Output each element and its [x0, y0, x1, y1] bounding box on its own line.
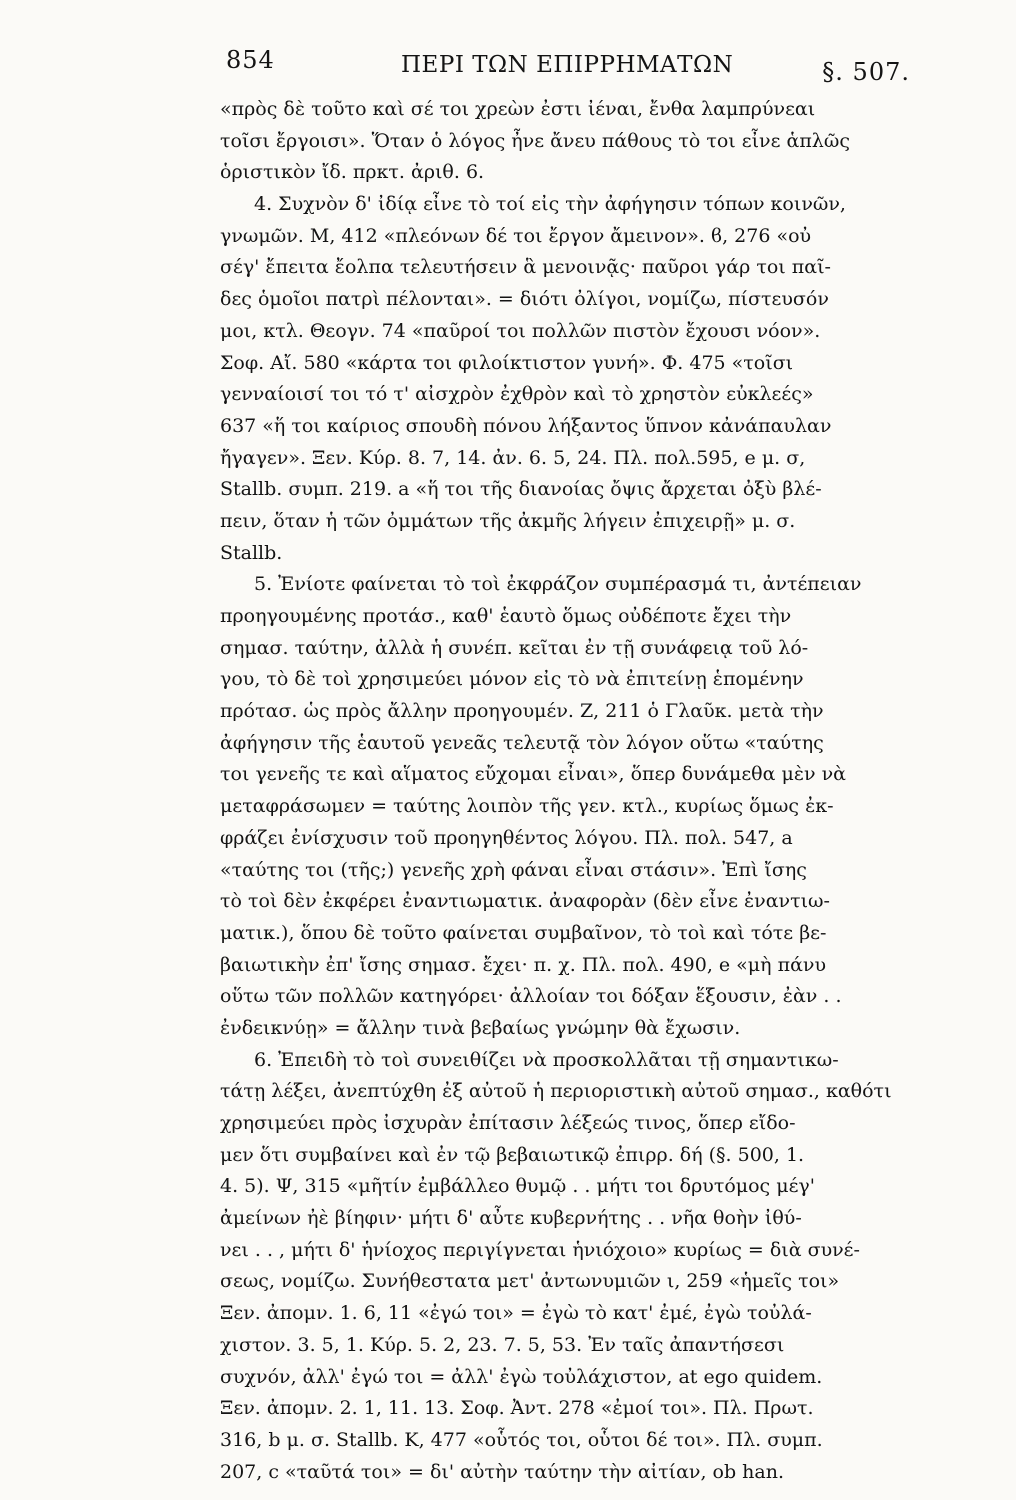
running-title: ΠΕΡΙ ΤΩΝ ΕΠΙΡΡΗΜΑΤΩΝ	[401, 52, 734, 78]
text-line: τὸ τοὶ δὲν ἐκφέρει ἐναντιωματικ. ἀναφορὰν (δὲν εἶνε ἐναντιω-	[220, 890, 830, 913]
text-line: «πρὸς δὲ τοῦτο καὶ σέ τοι χρεὼν ἐστι ἰέναι, ἔνθα λαμπρύνεαι	[220, 98, 816, 120]
text-line: 5. Ἐνίοτε φαίνεται τὸ τοὶ ἐκφράζον συμπέρασμά τι, ἀντέπειαν	[254, 573, 862, 596]
text-line: 4. 5). Ψ, 315 «μῆτίν ἐμβάλλεο θυμῷ . . μήτι τοι δρυτόμος μέγ'	[220, 1175, 816, 1198]
text-line: χρησιμεύει πρὸς ἰσχυρὰν ἐπίτασιν λέξεώς τινος, ὅπερ εἴδο-	[220, 1112, 796, 1134]
text-line: φράζει ἐνίσχυσιν τοῦ προηγηθέντος λόγου. Πλ. πολ. 547, a	[220, 826, 793, 849]
text-line: Stallb.	[220, 541, 283, 564]
text-line: 6. Ἐπειδὴ τὸ τοὶ συνειθίζει νὰ προσκολλᾶται τῇ σημαντικω-	[254, 1048, 839, 1071]
body-text	[220, 94, 908, 1488]
page-header	[226, 44, 910, 84]
text-line: μεταφράσωμεν = ταύτης λοιπὸν τῆς γεν. κτλ., κυρίως ὅμως ἐκ-	[220, 795, 834, 818]
text-line: πρότασ. ὡς πρὸς ἄλλην προηγουμέν. Ζ, 211 ὁ Γλαῦκ. μετὰ τὴν	[220, 700, 824, 723]
text-line: ἀμείνων ἠὲ βίηφιν· μήτι δ' αὖτε κυβερνήτης . . νῆα θοὴν ἰθύ-	[220, 1207, 802, 1230]
text-line: προηγουμένης προτάσ., καθ' ἑαυτὸ ὅμως οὐδέποτε ἔχει τὴν	[220, 605, 792, 627]
text-line: σημασ. ταύτην, ἀλλὰ ἡ συνέπ. κεῖται ἐν τῇ συνάφειᾳ τοῦ λό-	[220, 636, 809, 659]
text-line: 4. Συχνὸν δ' ἰδίᾳ εἶνε τὸ τοί εἰς τὴν ἀφήγησιν τόπων κοινῶν,	[254, 193, 846, 216]
text-line: μεν ὅτι συμβαίνει καὶ ἐν τῷ βεβαιωτικῷ ἐπιρρ. δή (§. 500, 1.	[220, 1143, 805, 1166]
text-line: τάτῃ λέξει, ἀνεπτύχθη ἐξ αὐτοῦ ἡ περιοριστικὴ αὐτοῦ σημασ., καθότι	[220, 1080, 892, 1103]
text-line: Σοφ. Αἴ. 580 «κάρτα τοι φιλοίκτιστον γυνή». Φ. 475 «τοῖσι	[220, 351, 794, 374]
text-line: ἀφήγησιν τῆς ἑαυτοῦ γενεᾶς τελευτᾷ τὸν λόγον οὕτω «ταύτης	[220, 731, 824, 754]
text-line: ματικ.), ὅπου δὲ τοῦτο φαίνεται συμβαῖνον, τὸ τοὶ καὶ τότε βε-	[220, 921, 827, 944]
text-line: οὕτω τῶν πολλῶν κατηγόρει· ἀλλοίαν τοι δόξαν ἕξουσιν, ἐὰν . .	[220, 985, 842, 1008]
page-number: 854	[226, 46, 275, 74]
text-line: ὁριστικὸν ἴδ. πρκτ. ἀριθ. 6.	[220, 161, 485, 184]
text-line: «ταύτης τοι (τῆς;) γενεῆς χρὴ φάναι εἶναι στάσιν». Ἐπὶ ἴσης	[220, 858, 807, 881]
text-line: Stallb. συμπ. 219. a «ἥ τοι τῆς διανοίας ὄψις ἄρχεται ὀξὺ βλέ-	[220, 478, 822, 501]
text-line: Ξεν. ἀπομν. 1. 6, 11 «ἐγώ τοι» = ἐγὼ τὸ κατ' ἐμέ, ἐγὼ τοὐλά-	[220, 1302, 812, 1325]
text-line: δες ὁμοῖοι πατρὶ πέλονται». = διότι ὀλίγοι, νομίζω, πίστευσόν	[220, 288, 829, 311]
text-line: τοῖσι ἔργοισι». Ὅταν ὁ λόγος ἦνε ἄνευ πάθους τὸ τοι εἶνε ἁπλῶς	[220, 129, 850, 152]
text-line: γου, τὸ δὲ τοὶ χρησιμεύει μόνον εἰς τὸ νὰ ἐπιτείνῃ ἑπομένην	[220, 668, 804, 691]
text-line: γνωμῶν. Μ, 412 «πλεόνων δέ τοι ἔργον ἄμεινον». ϐ, 276 «οὐ	[220, 224, 812, 247]
section-number: §. 507.	[822, 58, 910, 86]
text-line: 316, b μ. σ. Stallb. Κ, 477 «οὗτός τοι, οὗτοι δέ τοι». Πλ. συμπ.	[220, 1428, 823, 1451]
text-line: 637 «ἥ τοι καίριος σπουδὴ πόνου λήξαντος ὕπνον κἀνάπαυλαν	[220, 414, 832, 437]
text-line: ἤγαγεν». Ξεν. Κύρ. 8. 7, 14. ἀν. 6. 5, 24. Πλ. πολ.595, e μ. σ,	[220, 446, 806, 469]
text-line: πειν, ὅταν ἡ τῶν ὀμμάτων τῆς ἀκμῆς λήγειν ἐπιχειρῇ» μ. σ.	[220, 509, 796, 532]
text-line: σεως, νομίζω. Συνήθεστατα μετ' ἀντωνυμιῶν ι, 259 «ἡμεῖς τοι»	[220, 1270, 840, 1293]
text-line: χιστον. 3. 5, 1. Κύρ. 5. 2, 23. 7. 5, 53. Ἐν ταῖς ἀπαντήσεσι	[220, 1333, 785, 1356]
text-line: συχνόν, ἀλλ' ἐγώ τοι = ἀλλ' ἐγὼ τοὐλάχιστον, at ego quidem.	[220, 1365, 823, 1388]
text-line: νει . . , μήτι δ' ἡνίοχος περιγίγνεται ἡνιόχοιο» κυρίως = διὰ συνέ-	[220, 1238, 860, 1261]
text-line: μοι, κτλ. Θεογν. 74 «παῦροί τοι πολλῶν πιστὸν ἔχουσι νόον».	[220, 319, 821, 342]
text-line: σέγ' ἔπειτα ἔολπα τελευτήσειν ἃ μενοινᾷς· παῦροι γάρ τοι παῖ-	[220, 256, 831, 279]
text-line: τοι γενεῆς τε καὶ αἵματος εὔχομαι εἶναι», ὅπερ δυνάμεθα μὲν νὰ	[220, 763, 846, 786]
text-line: βαιωτικὴν ἐπ' ἴσης σημασ. ἔχει· π. χ. Πλ. πολ. 490, e «μὴ πάνυ	[220, 953, 826, 976]
text-line: 207, c «ταῦτά τοι» = δι' αὐτὴν ταύτην τὴν αἰτίαν, ob han.	[220, 1460, 785, 1483]
text-line: ἐνδεικνύῃ» = ἄλλην τινὰ βεβαίως γνώμην θὰ ἔχωσιν.	[220, 1016, 741, 1039]
text-line: γενναίοισί τοι τό τ' αἰσχρὸν ἐχθρὸν καὶ τὸ χρηστὸν εὐκλεές»	[220, 383, 814, 406]
text-line: Ξεν. ἀπομν. 2. 1, 11. 13. Σοφ. Ἀντ. 278 «ἐμοί τοι». Πλ. Πρωτ.	[220, 1397, 814, 1420]
